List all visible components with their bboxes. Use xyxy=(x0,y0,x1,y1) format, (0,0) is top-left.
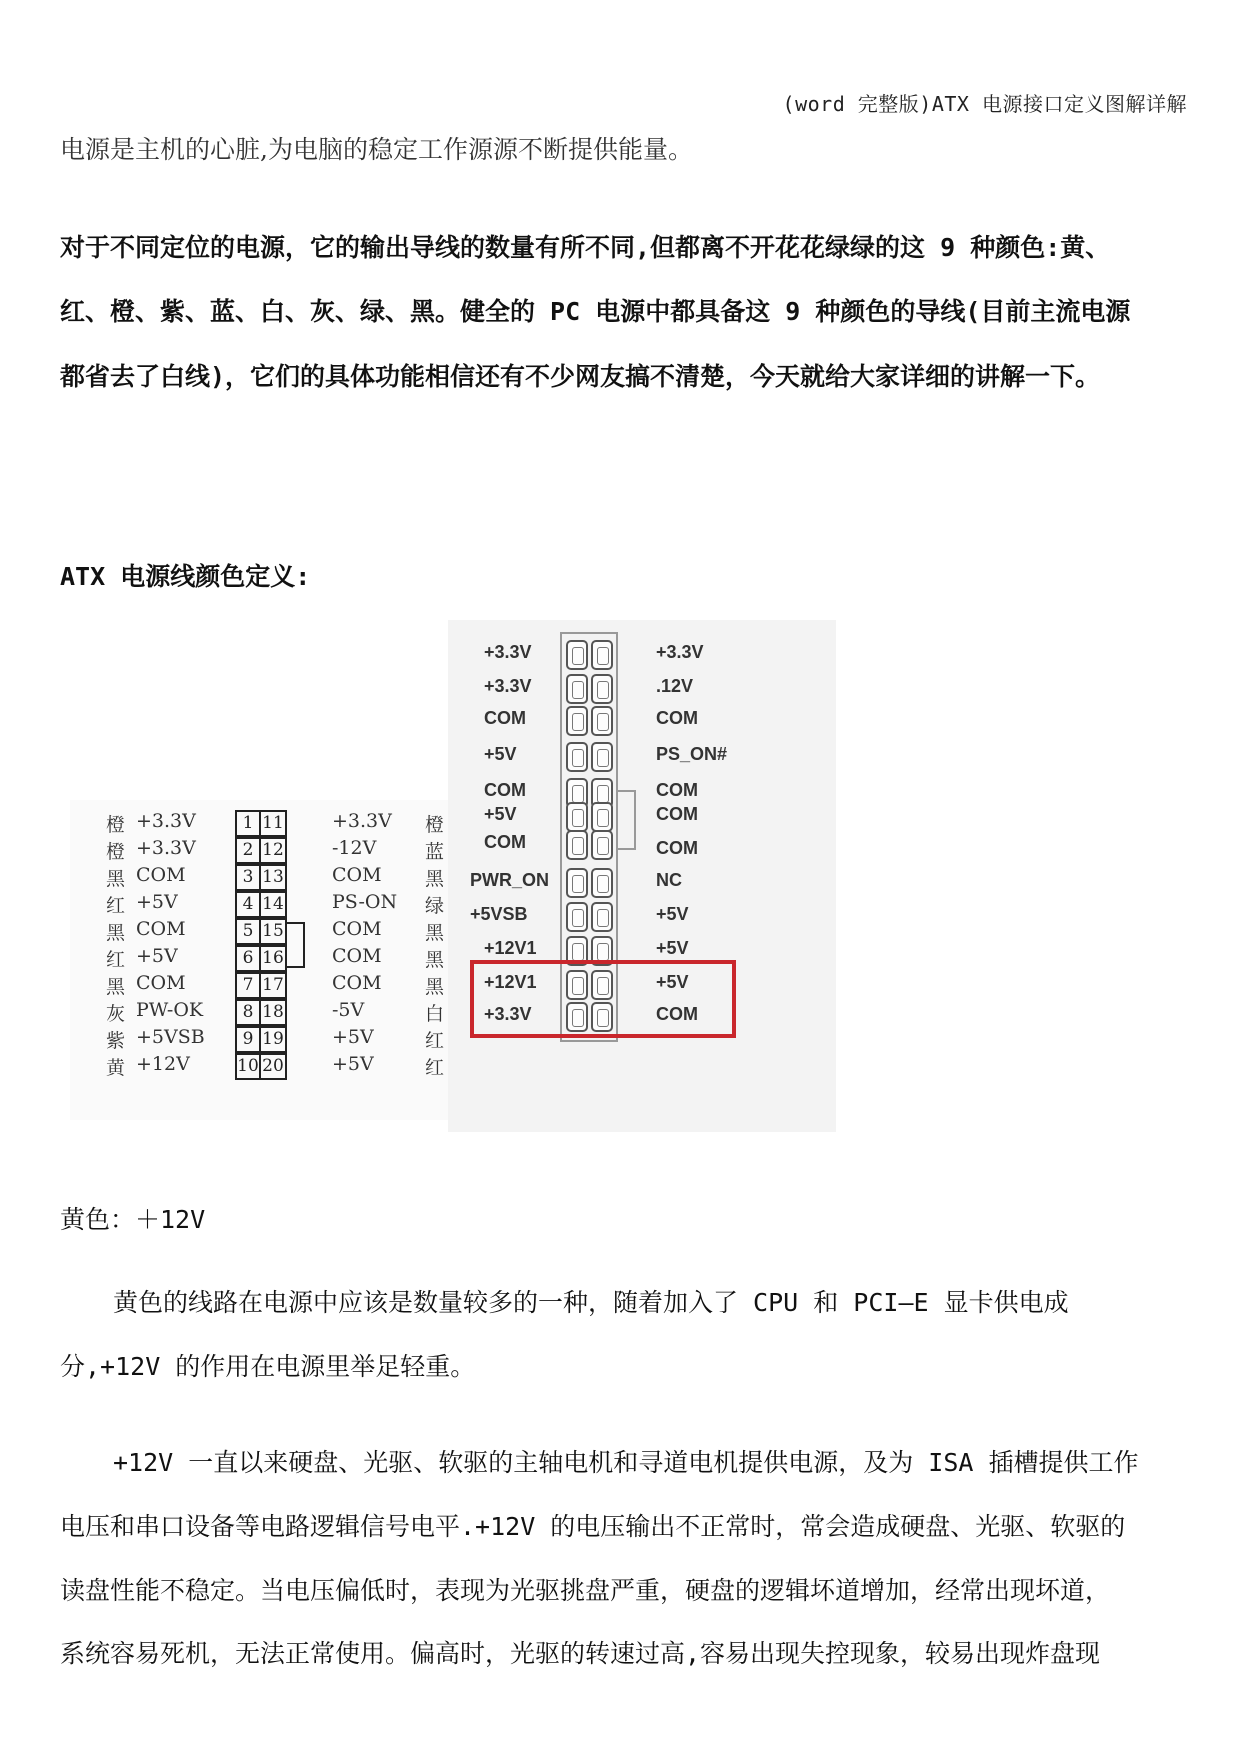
pin24-label-right: .12V xyxy=(656,676,694,696)
pin-label-right: +5V xyxy=(332,1053,374,1075)
pin24-label-left: +12V1 xyxy=(484,938,537,958)
yellow-heading: 黄色：＋12V xyxy=(60,1205,206,1234)
pin-number-left: 3 xyxy=(235,864,261,891)
pin-number-left: 10 xyxy=(235,1053,261,1080)
pin24-label-left: +5V xyxy=(484,804,517,824)
pin-label-left: PW-OK xyxy=(136,999,204,1021)
pin24-label-left: COM xyxy=(484,832,526,852)
pin-number-left: 2 xyxy=(235,837,261,864)
bold-paragraph-line-3: 都省去了白线)，它们的具体功能相信还有不少网友搞不清楚，今天就给大家详细的讲解一下。 xyxy=(60,362,1101,391)
wire-color-left: 黑 xyxy=(106,976,126,998)
wire-color-left: 黑 xyxy=(106,868,126,890)
pin-label-left: +5VSB xyxy=(136,1026,205,1048)
pin-number-right: 20 xyxy=(259,1053,287,1080)
wire-color-right: 红 xyxy=(425,1057,445,1079)
yellow-paragraph-line-4: 电压和串口设备等电路逻辑信号电平.+12V 的电压输出不正常时，常会造成硬盘、光驱、软驱的 xyxy=(60,1512,1126,1541)
pin24-label-right: COM xyxy=(656,1004,698,1024)
wire-color-left: 橙 xyxy=(106,814,126,836)
atx-pinout-figure xyxy=(70,620,830,1140)
wire-color-right: 白 xyxy=(425,1003,445,1025)
pin-label-right: -5V xyxy=(332,999,365,1021)
wire-color-left: 黄 xyxy=(106,1057,126,1079)
yellow-paragraph-line-5: 读盘性能不稳定。当电压偏低时，表现为光驱挑盘严重，硬盘的逻辑坏道增加，经常出现坏道， xyxy=(60,1576,1111,1605)
wire-color-right: 绿 xyxy=(425,895,445,917)
pin-number-left: 6 xyxy=(235,945,261,972)
highlight-box xyxy=(470,960,736,1038)
wire-color-right: 蓝 xyxy=(425,841,445,863)
page-header: (word 完整版)ATX 电源接口定义图解详解 xyxy=(782,92,1187,116)
pin-label-left: +5V xyxy=(136,891,178,913)
connector-latch xyxy=(618,790,636,850)
wire-color-left: 灰 xyxy=(106,1003,126,1025)
intro-paragraph: 电源是主机的心脏,为电脑的稳定工作源源不断提供能量。 xyxy=(60,135,693,164)
pin-number-right: 17 xyxy=(259,972,287,999)
wire-color-right: 红 xyxy=(425,1030,445,1052)
wire-color-right: 黑 xyxy=(425,976,445,998)
pin-number-left: 7 xyxy=(235,972,261,999)
pin24-label-left: COM xyxy=(484,708,526,728)
pin-number-left: 1 xyxy=(235,810,261,837)
pin-label-right: -12V xyxy=(332,837,377,859)
pin-number-left: 4 xyxy=(235,891,261,918)
pin-label-right: COM xyxy=(332,972,382,994)
bold-paragraph-line-1: 对于不同定位的电源，它的输出导线的数量有所不同,但都离不开花花绿绿的这 9 种颜色:黄、 xyxy=(60,233,1111,262)
pin-number-right: 19 xyxy=(259,1026,287,1053)
pin-number-right: 13 xyxy=(259,864,287,891)
pin-label-left: +3.3V xyxy=(136,837,196,859)
pin24-label-right: NC xyxy=(656,870,682,890)
pin24-label-right: COM xyxy=(656,780,698,800)
pin-label-right: PS-ON xyxy=(332,891,398,913)
pin24-label-right: PS_ON# xyxy=(656,744,728,764)
wire-color-left: 橙 xyxy=(106,841,126,863)
pin-number-left: 9 xyxy=(235,1026,261,1053)
pinout-20pin-diagram xyxy=(70,800,450,1120)
connector-latch xyxy=(285,922,305,968)
pin-number-right: 18 xyxy=(259,999,287,1026)
pin-label-left: COM xyxy=(136,864,186,886)
pin24-label-right: COM xyxy=(656,804,698,824)
pin-label-right: +5V xyxy=(332,1026,374,1048)
yellow-paragraph-line-6: 系统容易死机，无法正常使用。偏高时，光驱的转速过高,容易出现失控现象，较易出现炸盘现 xyxy=(60,1639,1101,1668)
pinout-24pin-diagram xyxy=(448,620,836,1132)
pin24-label-left: +3.3V xyxy=(484,1004,532,1024)
wire-color-left: 紫 xyxy=(106,1030,126,1052)
wire-color-left: 黑 xyxy=(106,922,126,944)
pin-label-right: COM xyxy=(332,864,382,886)
pin-number-right: 14 xyxy=(259,891,287,918)
pin24-label-right: +3.3V xyxy=(656,642,704,662)
pin24-label-left: +3.3V xyxy=(484,676,532,696)
pin24-label-left: +3.3V xyxy=(484,642,532,662)
pin-label-right: COM xyxy=(332,945,382,967)
pin-number-right: 15 xyxy=(259,918,287,945)
atx-heading: ATX 电源线颜色定义: xyxy=(60,562,311,591)
pin-label-left: +3.3V xyxy=(136,810,196,832)
wire-color-right: 黑 xyxy=(425,868,445,890)
pin24-label-left: +5V xyxy=(484,744,517,764)
pin24-label-right: +5V xyxy=(656,938,689,958)
pin24-label-left: +5VSB xyxy=(470,904,528,924)
bold-paragraph-line-2: 红、橙、紫、蓝、白、灰、绿、黑。健全的 PC 电源中都具备这 9 种颜色的导线(目前主流电源 xyxy=(60,297,1131,326)
pin-label-right: +3.3V xyxy=(332,810,392,832)
pin24-label-right: +5V xyxy=(656,904,689,924)
yellow-paragraph-line-2: 分,+12V 的作用在电源里举足轻重。 xyxy=(60,1352,476,1381)
pin24-label-right: +5V xyxy=(656,972,689,992)
pin-number-right: 11 xyxy=(259,810,287,837)
pin-number-left: 8 xyxy=(235,999,261,1026)
pin-label-left: +12V xyxy=(136,1053,190,1075)
pin24-label-right: COM xyxy=(656,838,698,858)
wire-color-right: 黑 xyxy=(425,922,445,944)
pin-number-right: 16 xyxy=(259,945,287,972)
pin-label-right: COM xyxy=(332,918,382,940)
pin-label-left: COM xyxy=(136,972,186,994)
pin-label-left: COM xyxy=(136,918,186,940)
pin-number-right: 12 xyxy=(259,837,287,864)
wire-color-left: 红 xyxy=(106,895,126,917)
wire-color-left: 红 xyxy=(106,949,126,971)
yellow-paragraph-line-1: 黄色的线路在电源中应该是数量较多的一种，随着加入了 CPU 和 PCI—E 显卡供电成 xyxy=(113,1288,1069,1317)
pin24-label-left: PWR_ON xyxy=(470,870,550,890)
yellow-paragraph-line-3: +12V 一直以来硬盘、光驱、软驱的主轴电机和寻道电机提供电源，及为 ISA 插槽提供工作 xyxy=(113,1448,1139,1477)
wire-color-right: 黑 xyxy=(425,949,445,971)
pin24-label-left: COM xyxy=(484,780,526,800)
pin-number-left: 5 xyxy=(235,918,261,945)
pin24-label-left: +12V1 xyxy=(484,972,537,992)
pin-label-left: +5V xyxy=(136,945,178,967)
wire-color-right: 橙 xyxy=(425,814,445,836)
pin24-label-right: COM xyxy=(656,708,698,728)
